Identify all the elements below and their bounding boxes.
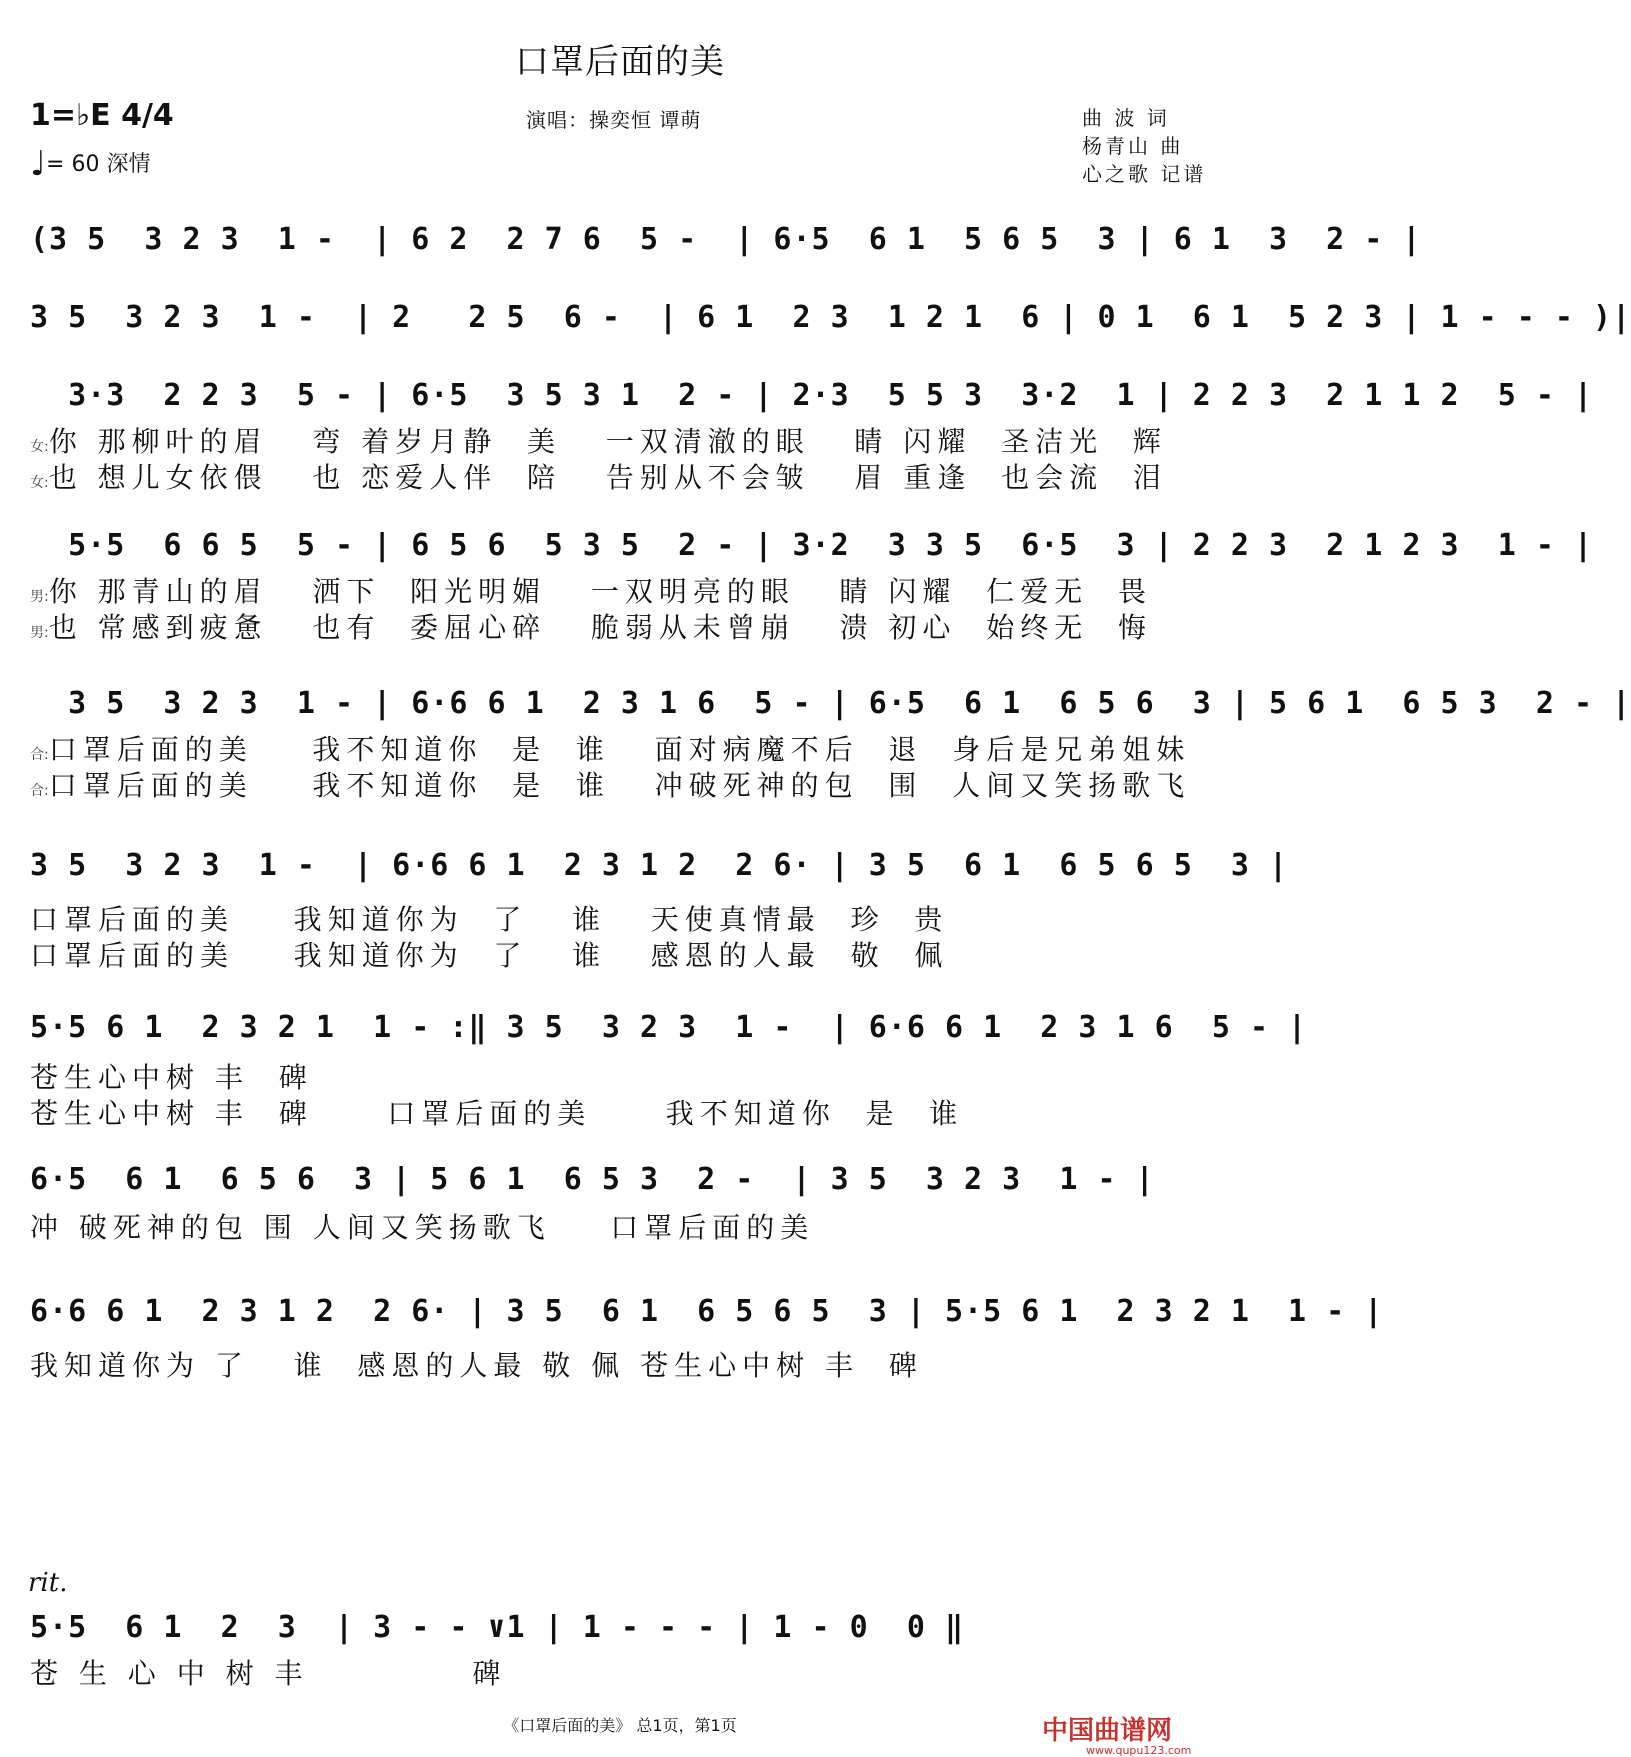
- notation-line: 5·5 6 1 2 3 | 3 - - ∨1 | 1 - - - | 1 - 0 0 ‖: [30, 1610, 965, 1645]
- lyric-text: 口罩后面的美 我不知道你 是 谁 面对病魔不后 退 身后是兄弟姐妹: [48, 733, 1191, 766]
- watermark-url: www.qupu123.com: [1086, 1744, 1192, 1757]
- voice-tag: 合:: [30, 783, 49, 799]
- composer-credit: 杨青山 曲: [1082, 134, 1184, 158]
- singer-credit: 演唱：操奕恒 谭萌: [526, 108, 702, 132]
- lyric-line: [30, 728, 1210, 768]
- key-signature: 1=♭E 4/4: [30, 98, 174, 133]
- lyric-line: [30, 764, 1210, 804]
- lyric-text: 口罩后面的美 我知道你为 了 谁 感恩的人最 敬 佩: [30, 939, 949, 972]
- lyric-text: 你 那青山的眉 洒下 阳光明媚 一双明亮的眼 睛 闪耀 仁爱无 畏: [48, 575, 1153, 608]
- quarter-note-icon: ♩: [30, 144, 47, 184]
- watermark-logo: 中国曲谱网: [1042, 1716, 1173, 1746]
- notation-line: 6·6 6 1 2 3 1 2 2 6· | 3 5 6 1 6 5 6 5 3 | 5·5 6 1 2 3 2 1 1 - |: [30, 1294, 1384, 1329]
- lyric-text: 冲 破死神的包 围 人间又笑扬歌飞 口罩后面的美: [30, 1211, 815, 1244]
- voice-tag: 女:: [30, 439, 49, 455]
- lyric-line: [30, 570, 1210, 610]
- lyric-line: [30, 1056, 1210, 1096]
- notation-line: 3 5 3 2 3 1 - | 2 2 5 6 - | 6 1 2 3 1 2 1 6 | 0 1 6 1 5 2 3 | 1 - - - )|: [30, 300, 1631, 335]
- notation-line: 6·5 6 1 6 5 6 3 | 5 6 1 6 5 3 2 - | 3 5 3 2 3 1 - |: [30, 1162, 1155, 1197]
- lyric-text: 你 那柳叶的眉 弯 着岁月静 美 一双清澈的眼 睛 闪耀 圣洁光 辉: [48, 425, 1167, 458]
- notation-line: 3·3 2 2 3 5 - | 6·5 3 5 3 1 2 - | 2·3 5 5 3 3·2 1 | 2 2 3 2 1 1 2 5 - |: [30, 378, 1594, 413]
- lyric-line: [30, 934, 1210, 974]
- notation-line: 3 5 3 2 3 1 - | 6·6 6 1 2 3 1 6 5 - | 6·5 6 1 6 5 6 3 | 5 6 1 6 5 3 2 - |: [30, 686, 1631, 721]
- page-title: 口罩后面的美: [515, 42, 725, 82]
- lyric-text: 口罩后面的美 我知道你为 了 谁 天使真情最 珍 贵: [30, 903, 949, 936]
- lyricist-credit: 曲 波 词: [1082, 106, 1170, 130]
- lyric-line: [30, 898, 1210, 938]
- lyric-text: 也 常感到疲惫 也有 委屈心碎 脆弱从未曾崩 溃 初心 始终无 悔: [48, 611, 1153, 644]
- notation-line: 5·5 6 6 5 5 - | 6 5 6 5 3 5 2 - | 3·2 3 3 5 6·5 3 | 2 2 3 2 1 2 3 1 - |: [30, 528, 1594, 563]
- lyric-line: [30, 420, 1210, 460]
- transcriber-credit: 心之歌 记谱: [1082, 162, 1207, 186]
- credits: [1082, 104, 1206, 188]
- lyric-line: [30, 1344, 1210, 1384]
- lyric-text: 口罩后面的美 我不知道你 是 谁 冲破死神的包 围 人间又笑扬歌飞: [48, 769, 1191, 802]
- notation-line: (3 5 3 2 3 1 - | 6 2 2 7 6 5 - | 6·5 6 1 5 6 5 3 | 6 1 3 2 - |: [30, 222, 1422, 257]
- tempo-value: = 60: [46, 152, 100, 177]
- notation-line: 3 5 3 2 3 1 - | 6·6 6 1 2 3 1 2 2 6· | 3 5 6 1 6 5 6 5 3 |: [30, 848, 1289, 883]
- lyric-text: 苍 生 心 中 树 丰 碑: [30, 1657, 507, 1690]
- notation-line: 5·5 6 1 2 3 2 1 1 - :‖ 3 5 3 2 3 1 - | 6·6 6 1 2 3 1 6 5 - |: [30, 1010, 1308, 1045]
- voice-tag: 合:: [30, 747, 49, 763]
- expression-mark: 深情: [106, 152, 151, 177]
- lyric-line: [30, 456, 1210, 496]
- lyric-text: 也 想儿女依偎 也 恋爱人伴 陪 告别从不会皱 眉 重逢 也会流 泪: [48, 461, 1167, 494]
- voice-tag: 男:: [30, 625, 49, 641]
- lyric-text: 苍生心中树 丰 碑 口罩后面的美 我不知道你 是 谁: [30, 1097, 964, 1130]
- voice-tag: 男:: [30, 589, 49, 605]
- lyric-line: [30, 606, 1210, 646]
- lyric-line: [30, 1092, 1210, 1132]
- lyric-text: 苍生心中树 丰 碑: [30, 1061, 313, 1094]
- voice-tag: 女:: [30, 475, 49, 491]
- lyric-text: 我知道你为 了 谁 感恩的人最 敬 佩 苍生心中树 丰 碑: [30, 1349, 923, 1382]
- tempo-marking: [30, 144, 150, 184]
- lyric-line: [30, 1206, 1210, 1246]
- ritardando-mark: rit.: [28, 1568, 68, 1598]
- page-footer: 《口罩后面的美》 总1页，第1页: [503, 1716, 737, 1735]
- lyric-line: [30, 1652, 1210, 1692]
